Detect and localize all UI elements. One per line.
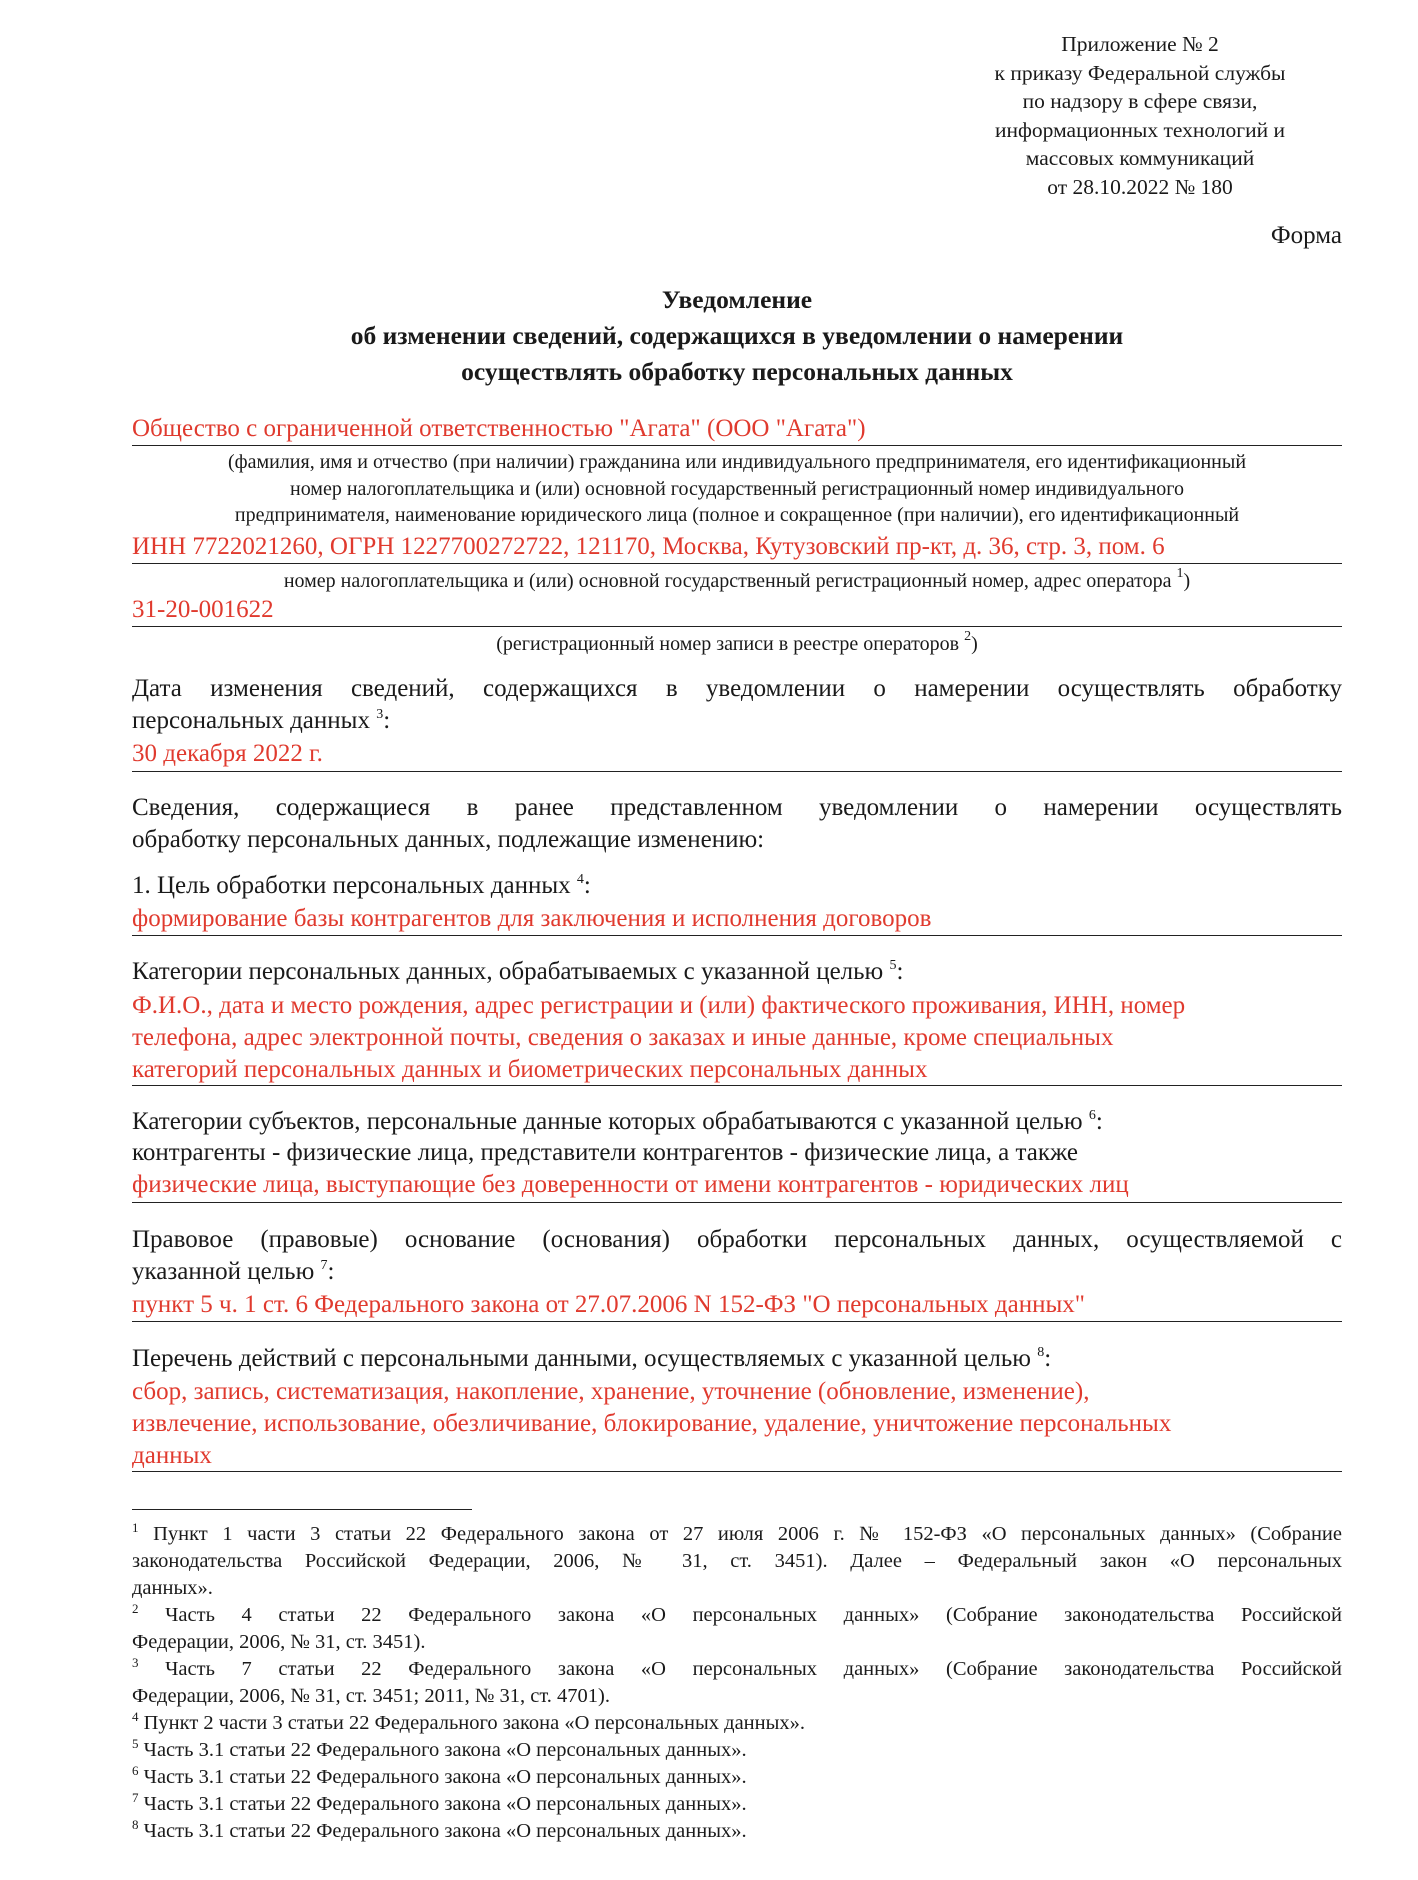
legal-basis-label <box>132 1224 1342 1288</box>
footnotes <box>132 1521 1342 1845</box>
change-date-value: 30 декабря 2022 г. <box>132 740 323 767</box>
caption-line: предпринимателя, наименование юридического лица (полное и сокращенное (при наличии), его идентификационный <box>234 504 1240 526</box>
form-label: Форма <box>1270 222 1342 249</box>
legal-basis-value: пункт 5 ч. 1 ст. 6 Федерального закона от 27.07.2006 N 152-ФЗ "О персональных данных" <box>132 1291 1085 1318</box>
title-line: осуществлять обработку персональных данных <box>461 357 1013 386</box>
footnote-8 <box>132 1818 1342 1845</box>
operator-name-rule <box>132 445 1342 446</box>
footnote-ref: 5 <box>889 958 897 973</box>
change-date-rule <box>132 771 1342 772</box>
value-line: данных <box>132 1442 212 1469</box>
footnote-line: Федерации, 2006, № 31, ст. 3451). <box>132 1631 426 1653</box>
intro-line: обработку персональных данных, подлежащие изменению: <box>132 826 765 853</box>
footnote-ref: 7 <box>320 1258 328 1273</box>
purpose-rule <box>132 935 1342 936</box>
footnote-2 <box>132 1602 1342 1656</box>
caption-close: ) <box>1183 570 1191 592</box>
actions-rule <box>132 1471 1342 1472</box>
footnote-separator <box>132 1509 472 1510</box>
footnote-number: 6 <box>132 1763 139 1778</box>
colon: : <box>383 707 391 734</box>
legal-basis-rule <box>132 1321 1342 1322</box>
value-line: сбор, запись, систематизация, накопление, хранение, уточнение (обновление, изменение), <box>132 1378 1090 1405</box>
value-line: категорий персональных данных и биометрических персональных данных <box>132 1056 928 1083</box>
footnote-line: данных». <box>132 1577 213 1599</box>
colon: : <box>1044 1345 1052 1372</box>
actions-value <box>132 1376 1342 1472</box>
footnote-number: 2 <box>132 1601 139 1616</box>
caption-line: (фамилия, имя и отчество (при наличии) гражданина или индивидуального предпринимателя, его идентификационный <box>227 451 1247 473</box>
label-text: Категории субъектов, персональные данные которых обрабатываются с указанной целью <box>132 1108 1083 1135</box>
title-line: Уведомление <box>661 285 813 314</box>
appendix-line: по надзору в сфере связи, <box>1022 89 1258 113</box>
footnote-line: Часть 3.1 статьи 22 Федерального закона «О персональных данных». <box>143 1766 747 1788</box>
subject-categories-value-line2: физические лица, выступающие без доверенности от имени контрагентов - юридических лиц <box>132 1171 1129 1198</box>
label-line: указанной целью <box>132 1258 315 1285</box>
subject-categories-label <box>132 1106 1342 1138</box>
footnote-ref: 3 <box>376 707 384 722</box>
actions-label <box>132 1343 1342 1375</box>
label-line: Дата изменения сведений, содержащихся в уведомлении о намерении осуществлять обработку <box>132 675 1342 702</box>
data-categories-rule <box>132 1085 1342 1086</box>
colon: : <box>327 1258 335 1285</box>
data-categories-label <box>132 956 1342 988</box>
operator-name-caption <box>132 449 1342 529</box>
registry-number-rule <box>132 626 1342 627</box>
appendix-header <box>960 30 1320 201</box>
data-categories-value <box>132 990 1342 1086</box>
footnote-6 <box>132 1764 1342 1791</box>
footnote-number: 3 <box>132 1655 139 1670</box>
footnote-ref: 8 <box>1037 1345 1045 1360</box>
intro-text <box>132 792 1342 856</box>
label-line: Правовое (правовые) основание (основания) обработки персональных данных, осуществляемой с <box>132 1226 1342 1253</box>
footnote-number: 7 <box>132 1790 139 1805</box>
footnote-ref: 4 <box>576 872 584 887</box>
footnote-line: законодательства Российской Федерации, 2006, № 31, ст. 3451). Далее – Федеральный закон «О персональных <box>132 1550 1342 1572</box>
colon: : <box>896 958 904 985</box>
footnote-line: Часть 3.1 статьи 22 Федерального закона «О персональных данных». <box>143 1739 747 1761</box>
footnote-ref: 6 <box>1088 1108 1096 1123</box>
subject-categories-value-line1: контрагенты - физические лица, представители контрагентов - физические лица, а также <box>132 1139 1079 1166</box>
caption-close: ) <box>971 633 978 655</box>
value-line: извлечение, использование, обезличивание, блокирование, удаление, уничтожение персональных <box>132 1410 1172 1437</box>
footnote-number: 1 <box>132 1520 139 1535</box>
footnote-line: Часть 3.1 статьи 22 Федерального закона «О персональных данных». <box>143 1820 747 1842</box>
footnote-line: Пункт 2 части 3 статьи 22 Федерального закона «О персональных данных». <box>143 1712 806 1734</box>
footnote-line: Часть 7 статьи 22 Федерального закона «О персональных данных» (Собрание законодательства Российской <box>165 1658 1342 1680</box>
document-title <box>132 282 1342 390</box>
footnote-7 <box>132 1791 1342 1818</box>
footnote-3 <box>132 1656 1342 1710</box>
operator-details-rule <box>132 563 1342 564</box>
footnote-line: Часть 3.1 статьи 22 Федерального закона «О персональных данных». <box>143 1793 747 1815</box>
caption-text: (регистрационный номер записи в реестре операторов <box>496 633 960 655</box>
footnote-5 <box>132 1737 1342 1764</box>
caption-text: номер налогоплательщика и (или) основной государственный регистрационный номер, адрес оператора <box>283 570 1172 592</box>
appendix-line: Приложение № 2 <box>1061 32 1219 56</box>
operator-details-caption <box>132 568 1342 595</box>
colon: : <box>1095 1108 1103 1135</box>
value-line: телефона, адрес электронной почты, сведения о заказах и иные данные, кроме специальных <box>132 1024 1114 1051</box>
registry-number-caption <box>132 631 1342 658</box>
footnote-1 <box>132 1521 1342 1602</box>
footnote-4 <box>132 1710 1342 1737</box>
footnote-number: 5 <box>132 1736 139 1751</box>
colon: : <box>583 872 591 899</box>
footnote-line: Пункт 1 части 3 статьи 22 Федерального закона от 27 июля 2006 г. № 152-ФЗ «О персональных данных» (Собрание <box>153 1523 1342 1545</box>
label-line: персональных данных <box>132 707 370 734</box>
appendix-line: информационных технологий и <box>994 117 1286 142</box>
footnote-number: 4 <box>132 1709 139 1724</box>
footnote-number: 8 <box>132 1817 139 1832</box>
label-text: Перечень действий с персональными данными, осуществляемых с указанной целью <box>132 1345 1031 1372</box>
label-text: Категории персональных данных, обрабатываемых с указанной целью <box>132 958 884 985</box>
intro-line: Сведения, содержащиеся в ранее представленном уведомлении о намерении осуществлять <box>132 794 1342 821</box>
purpose-value: формирование базы контрагентов для заключения и исполнения договоров <box>132 905 932 932</box>
appendix-line: массовых коммуникаций <box>1025 146 1255 170</box>
value-line: Ф.И.О., дата и место рождения, адрес регистрации и (или) фактического проживания, ИНН, номер <box>132 992 1186 1019</box>
footnote-ref: 1 <box>1176 566 1184 581</box>
subject-categories-rule <box>132 1202 1342 1203</box>
footnote-line: Часть 4 статьи 22 Федерального закона «О персональных данных» (Собрание законодательства Российской <box>165 1604 1342 1626</box>
appendix-line: от 28.10.2022 № 180 <box>1047 174 1233 199</box>
caption-line: номер налогоплательщика и (или) основной государственный регистрационный номер индивидуального <box>289 477 1184 500</box>
purpose-label <box>132 870 1342 902</box>
operator-details-value: ИНН 7722021260, ОГРН 1227700272722, 121170, Москва, Кутузовский пр-кт, д. 36, стр. 3, пом. 6 <box>132 533 1165 560</box>
label-text: 1. Цель обработки персональных данных <box>132 872 571 899</box>
appendix-line: к приказу Федеральной службы <box>994 60 1286 85</box>
title-line: об изменении сведений, содержащихся в уведомлении о намерении <box>350 321 1124 350</box>
change-date-label <box>132 673 1342 737</box>
operator-name-value: Общество с ограниченной ответственностью "Агата" (ООО "Агата") <box>132 415 866 442</box>
footnote-line: Федерации, 2006, № 31, ст. 3451; 2011, № 31, ст. 4701). <box>132 1685 610 1707</box>
footnote-ref: 2 <box>964 629 972 644</box>
registry-number-value: 31-20-001622 <box>132 596 274 623</box>
